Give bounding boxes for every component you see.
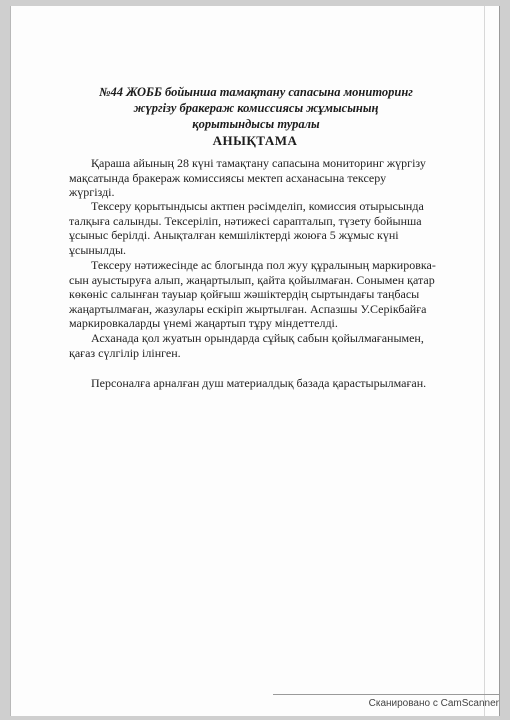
text-line: көкөніс салынған тауыар қойғыш жәшіктердің сыртындағы таңбасы bbox=[69, 287, 420, 302]
text-line: ұсынылды. bbox=[69, 242, 127, 257]
text-line: жүргізді. bbox=[69, 185, 115, 200]
page-edge-line bbox=[484, 6, 485, 716]
text-line: Тексеру қорытындысы актпен рәсімделіп, комиссия отырысында bbox=[91, 199, 424, 213]
document-page bbox=[10, 6, 500, 716]
paragraph-shower bbox=[69, 376, 449, 391]
text-line: Персоналға арналған душ материалдық базада қарастырылмаған. bbox=[91, 376, 427, 390]
text-line: сын ауыстыруға алып, жаңартылып, қайта қойылмаған. Сонымен қатар bbox=[69, 272, 435, 287]
text-line: ұсыныс берілді. Анықталған кемшіліктерді жоюға 5 жұмыс күні bbox=[69, 228, 399, 243]
text-line: талқыға салынды. Тексеріліп, нәтижесі сарапталып, түзету бойынша bbox=[69, 213, 422, 228]
title-line: қорытындысы туралы bbox=[192, 117, 320, 131]
document-title bbox=[81, 84, 431, 132]
text-line: мақсатында бракераж комиссиясы мектеп асханасына тексеру bbox=[69, 170, 387, 185]
text-line: жаңартылмаған, жазулары ескіріп жыртылған. Аспазшы У.Серікбайға bbox=[69, 301, 427, 316]
paragraph-inspection bbox=[69, 156, 449, 200]
text-line: маркировкаларды үнемі жаңартып тұру міндеттелді. bbox=[69, 316, 338, 331]
paragraph-findings bbox=[69, 258, 449, 331]
text-line: қағаз сүлгілір ілінген. bbox=[69, 345, 181, 360]
text-line: Тексеру нәтижесінде ас блогында пол жуу құралының маркировка- bbox=[91, 258, 436, 272]
text-line: Қараша айының 28 күні тамақтану сапасына мониторинг жүргізу bbox=[91, 156, 426, 170]
document-heading: АНЫҚТАМА bbox=[212, 133, 298, 148]
paragraph-handwash bbox=[69, 331, 449, 360]
paragraph-results bbox=[69, 199, 449, 257]
scanner-watermark: Сканировано с CamScanner bbox=[273, 694, 499, 709]
text-line: Асханада қол жуатын орындарда сұйық сабын қойылмағанымен, bbox=[91, 331, 424, 345]
title-line: жүргізу бракераж комиссиясы жұмысының bbox=[133, 101, 379, 115]
title-line: №44 ЖОББ бойынша тамақтану сапасына мониторинг bbox=[99, 85, 413, 99]
